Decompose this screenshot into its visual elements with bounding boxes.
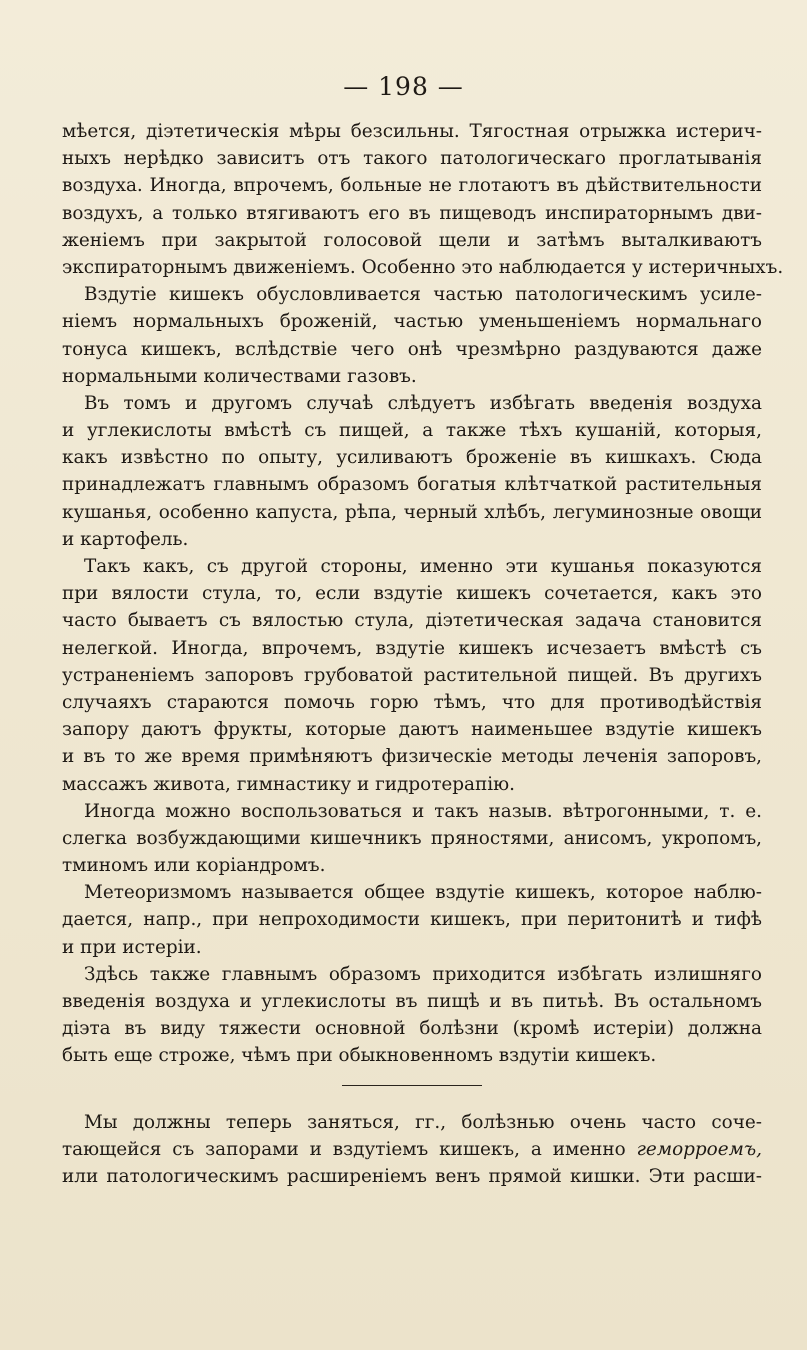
section-divider: [342, 1085, 482, 1086]
paragraph: [62, 879, 762, 961]
text-line: діэта въ виду тяжести основной болѣзни (кромѣ истеріи) должна: [62, 1018, 762, 1040]
text-line: введенія воздуха и углекислоты въ пищѣ и въ питьѣ. Въ остальномъ: [62, 991, 762, 1012]
text-line: тонуса кишекъ, вслѣдствіе чего онѣ чрезмѣрно раздуваются даже: [62, 338, 762, 360]
paragraph: [62, 281, 762, 390]
text-line: тминомъ или коріандромъ.: [62, 855, 326, 877]
text-line: массажъ живота, гимнастику и гидротерапію.: [62, 773, 515, 795]
text-line: Здѣсь также главнымъ образомъ приходится избѣгать излишняго: [84, 963, 762, 985]
text-line: или патологическимъ расширеніемъ венъ прямой кишки. Эти расши-: [62, 1165, 762, 1187]
text-line: дается, напр., при непроходимости кишекъ, при перитонитѣ и тифѣ: [62, 909, 762, 931]
text-line: экспираторнымъ движеніемъ. Особенно это наблюдается у истеричныхъ.: [62, 256, 784, 278]
text-line: мѣется, діэтетическія мѣры безсильны. Тягостная отрыжка истерич-: [62, 121, 762, 142]
text-line: воздухъ, а только втягиваютъ его въ пищеводъ инспираторнымъ дви-: [62, 202, 762, 224]
paragraph: [62, 553, 762, 798]
text-line: и углекислоты вмѣстѣ съ пищей, а также тѣхъ кушаній, которыя,: [62, 420, 762, 442]
text-line: нормальными количествами газовъ.: [62, 365, 417, 387]
italic-term: геморроемъ,: [636, 1138, 762, 1160]
text-line: и при истеріи.: [62, 936, 202, 958]
text-line: какъ извѣстно по опыту, усиливаютъ броженіе въ кишкахъ. Сюда: [62, 447, 762, 469]
text-line: и картофель.: [62, 528, 189, 550]
text-line: устраненіемъ запоровъ грубоватой растительной пищей. Въ другихъ: [62, 664, 762, 686]
text-line: Въ томъ и другомъ случаѣ слѣдуетъ избѣгать введенія воздуха: [84, 392, 762, 414]
text-line: нелегкой. Иногда, впрочемъ, вздутіе кишекъ исчезаетъ вмѣстѣ съ: [62, 637, 762, 659]
paragraph: [62, 798, 762, 880]
text-line: Иногда можно воспользоваться и такъ назыв. вѣтрогонными, т. е.: [84, 800, 762, 822]
page-number: — 198 —: [343, 72, 464, 101]
body-text: [62, 118, 784, 1190]
paragraph: [62, 961, 762, 1070]
text-line: ніемъ нормальныхъ броженій, частью уменьшеніемъ нормальнаго: [62, 311, 762, 333]
text-line: случаяхъ стараются помочь горю тѣмъ, что для противодѣйствія: [62, 691, 762, 713]
text-line: запору даютъ фрукты, которые даютъ наименьшее вздутіе кишекъ: [62, 719, 762, 741]
text-line-content: Вздутіе кишекъ обусловливается частью патологическимъ усиле-: [84, 284, 762, 306]
text-line: женіемъ при закрытой голосовой щели и затѣмъ выталкиваютъ: [62, 229, 762, 251]
paragraph: [62, 390, 762, 553]
text-line: воздуха. Иногда, впрочемъ, больные не глотаютъ въ дѣйствительности: [62, 175, 762, 197]
text-line: Такъ какъ, съ другой стороны, именно эти кушанья показуются: [84, 556, 762, 577]
text-line: слегка возбуждающими кишечникъ пряностями, анисомъ, укропомъ,: [62, 827, 762, 849]
text-line: часто бываетъ съ вялостью стула, діэтетическая задача становится: [62, 610, 762, 632]
text-line: [62, 1136, 762, 1163]
text-line: при вялости стула, то, если вздутіе кишекъ сочетается, какъ это: [62, 583, 762, 605]
text-line: и въ то же время примѣняютъ физическіе методы леченія запоровъ,: [62, 746, 762, 768]
text-line: Метеоризмомъ называется общее вздутіе кишекъ, которое наблю-: [84, 882, 762, 904]
paragraph: [62, 118, 784, 281]
text-line: ныхъ нерѣдко зависитъ отъ такого патологическаго проглатыванія: [62, 148, 762, 170]
text-line: [62, 281, 762, 308]
text-line: Мы должны теперь заняться, гг., болѣзнью очень часто соче-: [84, 1111, 762, 1133]
paragraph: [62, 1109, 762, 1191]
text-line-content: тающейся съ запорами и вздутіемъ кишекъ, а именно: [62, 1138, 637, 1160]
text-line: кушанья, особенно капуста, рѣпа, черный хлѣбъ, легуминозные овощи: [62, 501, 762, 523]
text-line: быть еще строже, чѣмъ при обыкновенномъ вздутіи кишекъ.: [62, 1045, 657, 1067]
text-line: принадлежатъ главнымъ образомъ богатыя клѣтчаткой растительныя: [62, 474, 762, 496]
